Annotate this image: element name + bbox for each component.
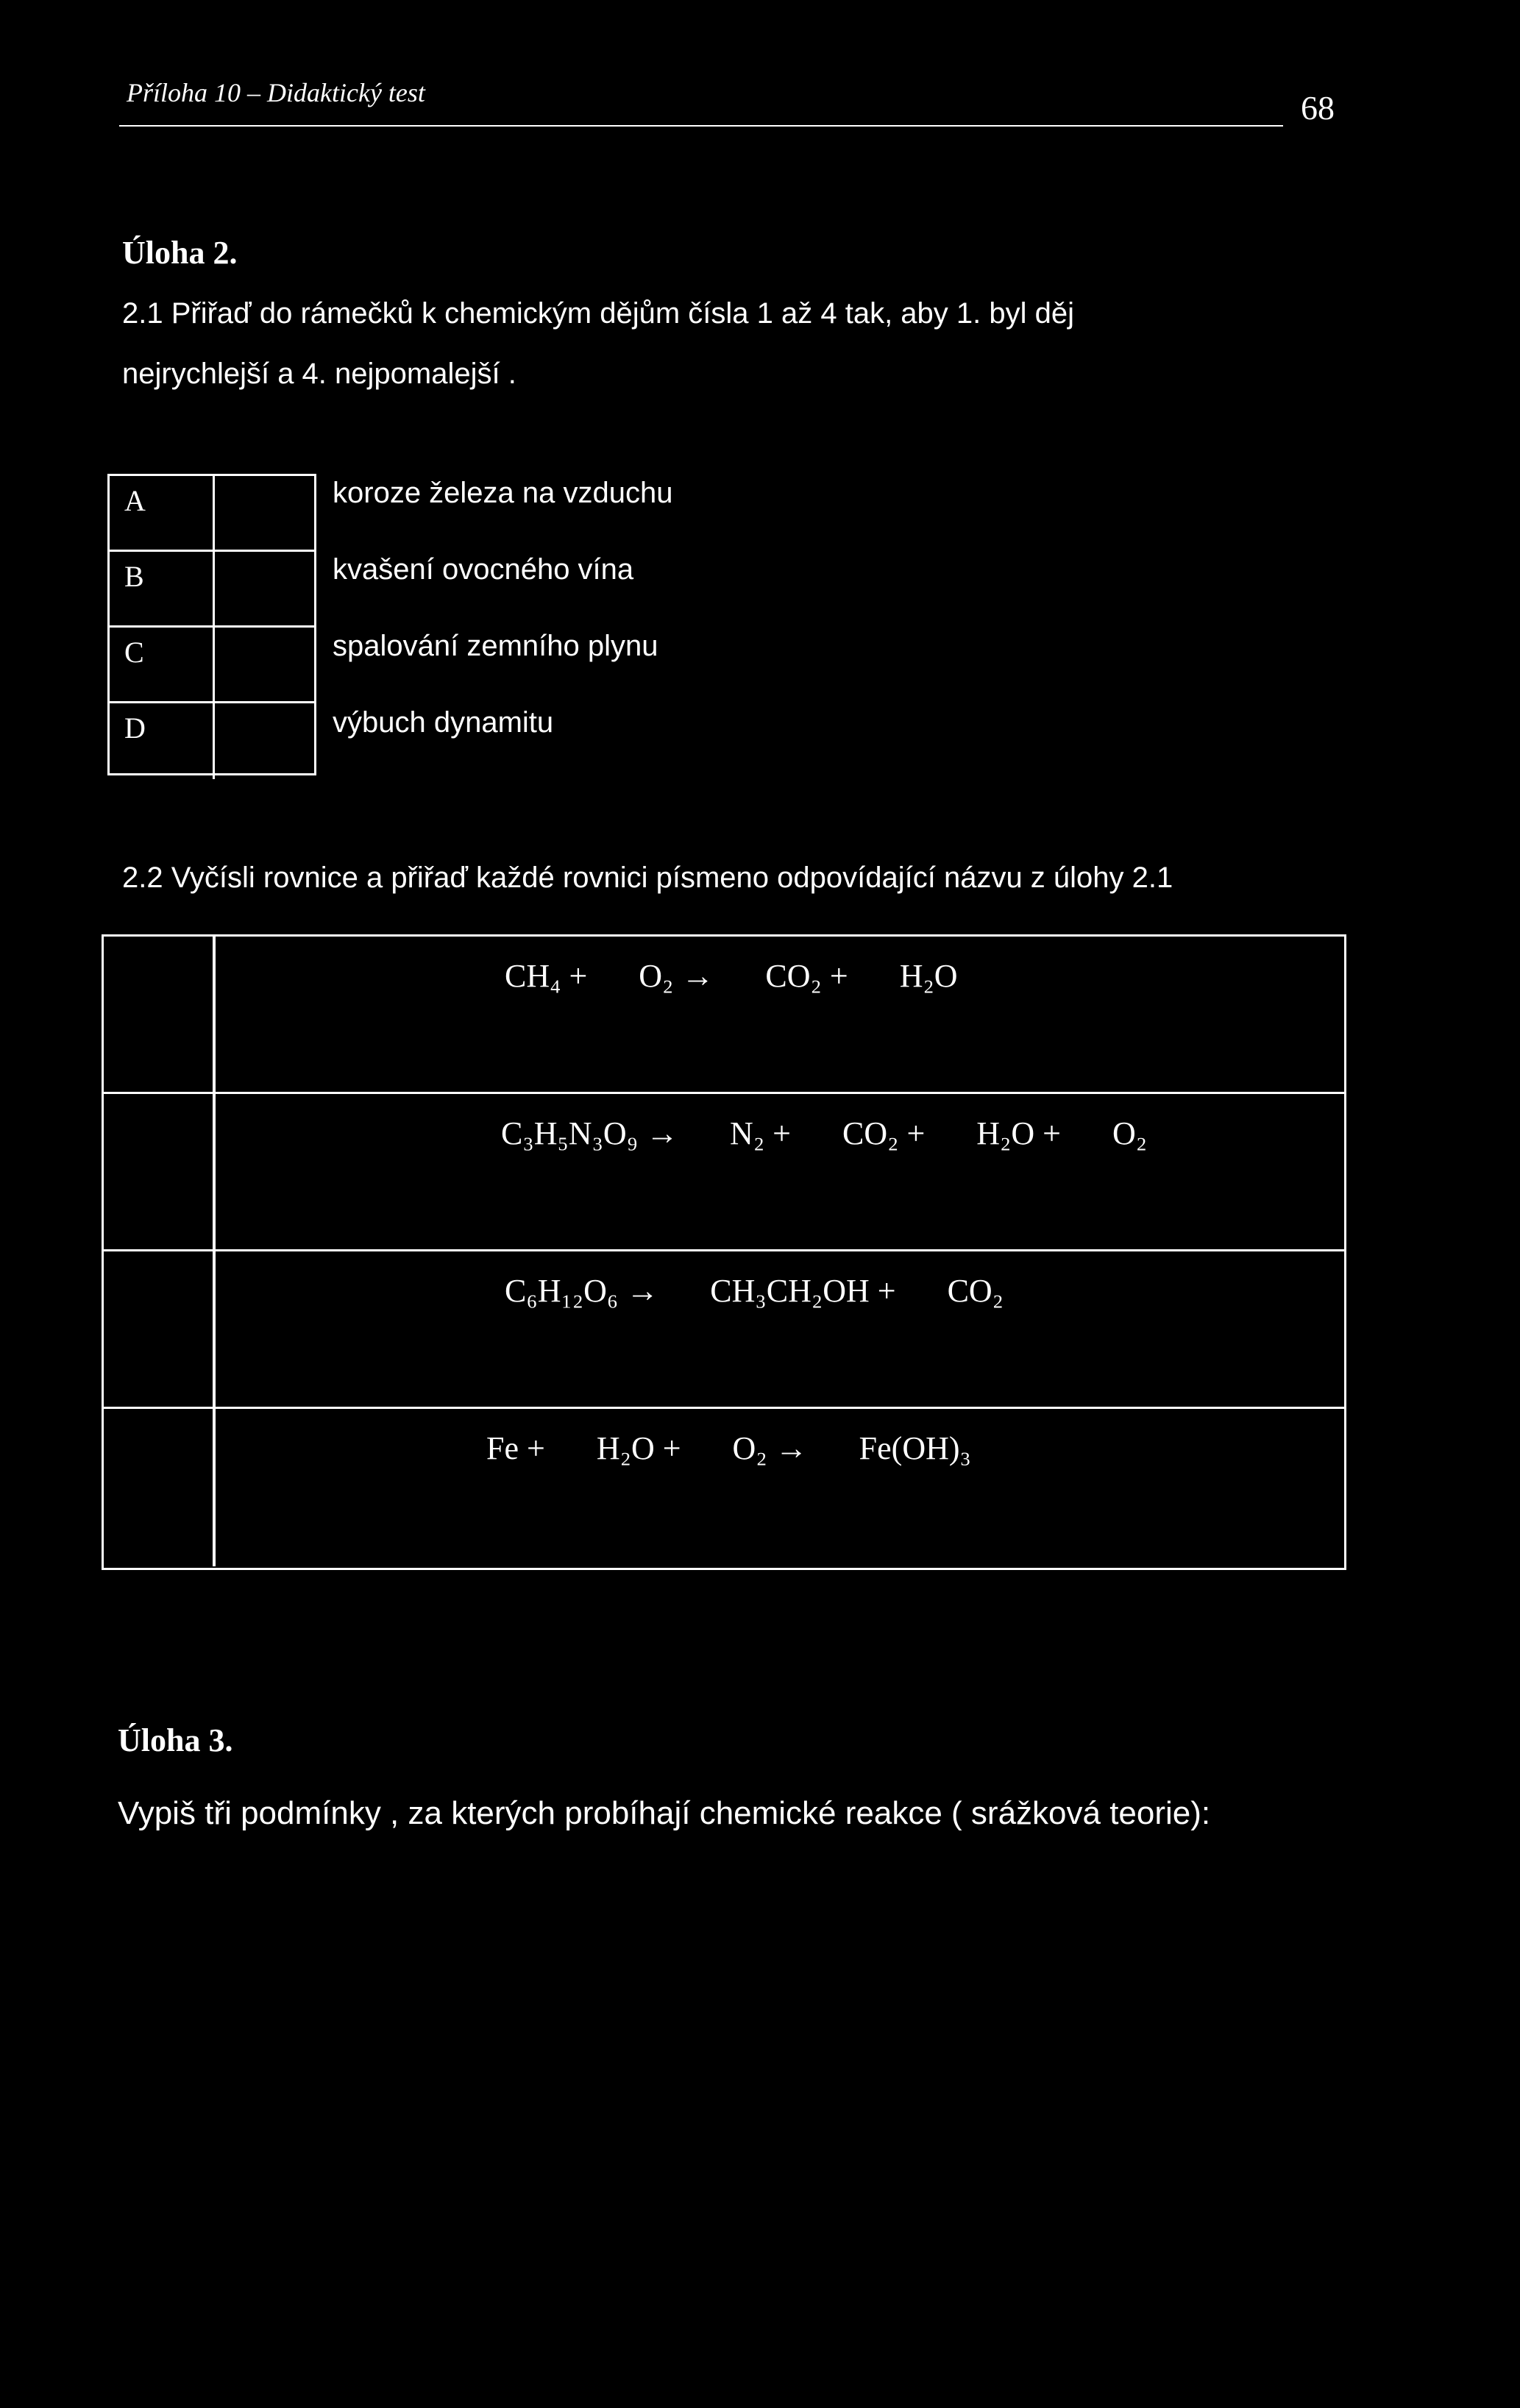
task2-instruction-line1: 2.1 Přiřaď do rámečků k chemickým dějům čísla 1 až 4 tak, aby 1. byl děj [122, 297, 1075, 330]
task3-instruction: Vypiš tři podmínky , za kterých probíhají chemické reakce ( srážková teorie): [118, 1795, 1211, 1831]
equation-term: C₆H₁₂O₆ → [505, 1273, 659, 1309]
equation-term: CO₂ + [765, 958, 848, 994]
process-table [107, 474, 316, 775]
equation-row [104, 1409, 1344, 1566]
equation-term: N₂ + [730, 1115, 791, 1151]
equation-row [104, 937, 1344, 1094]
process-description: kvašení ovocného vína [333, 553, 634, 586]
process-description: spalování zemního plynu [333, 630, 658, 662]
equation-term: CO₂ + [842, 1115, 926, 1151]
equation-term: H₂O [899, 958, 958, 994]
equation [505, 957, 1009, 995]
cell-divider [213, 937, 216, 1092]
equation-term: O₂ → [639, 958, 714, 994]
equation-table [102, 934, 1346, 1570]
equation [486, 1429, 1023, 1467]
equation-term: CH₄ + [505, 958, 588, 994]
cell-divider [213, 1409, 216, 1566]
process-letter: C [124, 636, 144, 669]
equation-row [104, 1094, 1344, 1251]
equation-term: Fe(OH)₃ [859, 1430, 971, 1466]
cell-divider [213, 1251, 216, 1407]
process-letter: A [124, 484, 146, 517]
header-title: Příloha 10 – Didaktický test [127, 78, 425, 107]
equation-term: H₂O + [596, 1430, 681, 1466]
equation [505, 1272, 1055, 1310]
process-letter: B [124, 560, 144, 593]
equation-term: Fe + [486, 1430, 545, 1466]
equation-term: CH₃CH₂OH + [710, 1273, 896, 1309]
equation-term: CO₂ [947, 1273, 1004, 1309]
header-rule [119, 125, 1283, 127]
equation-term: C₃H₅N₃O₉ → [501, 1115, 679, 1151]
process-row [110, 703, 314, 779]
equation-row [104, 1251, 1344, 1409]
cell-divider [213, 476, 215, 550]
equation-term: O₂ → [732, 1430, 808, 1466]
process-row [110, 552, 314, 628]
equation [501, 1115, 1198, 1152]
process-description: výbuch dynamitu [333, 706, 554, 739]
cell-divider [213, 628, 215, 701]
page-number: 68 [1301, 89, 1335, 127]
equation-term: H₂O + [976, 1115, 1061, 1151]
cell-divider [213, 1094, 216, 1249]
task2-instruction-line2: nejrychlejší a 4. nejpomalejší . [122, 358, 516, 390]
cell-divider [213, 552, 215, 625]
process-description: koroze železa na vzduchu [333, 477, 673, 509]
process-row [110, 628, 314, 703]
process-row [110, 476, 314, 552]
cell-divider [213, 703, 215, 779]
task2-2-instruction: 2.2 Vyčísli rovnice a přiřaď každé rovnici písmeno odpovídající názvu z úlohy 2.1 [122, 862, 1173, 894]
task2-heading: Úloha 2. [122, 235, 238, 271]
task3-heading: Úloha 3. [118, 1722, 233, 1758]
process-letter: D [124, 711, 146, 745]
equation-term: O₂ [1112, 1115, 1148, 1151]
